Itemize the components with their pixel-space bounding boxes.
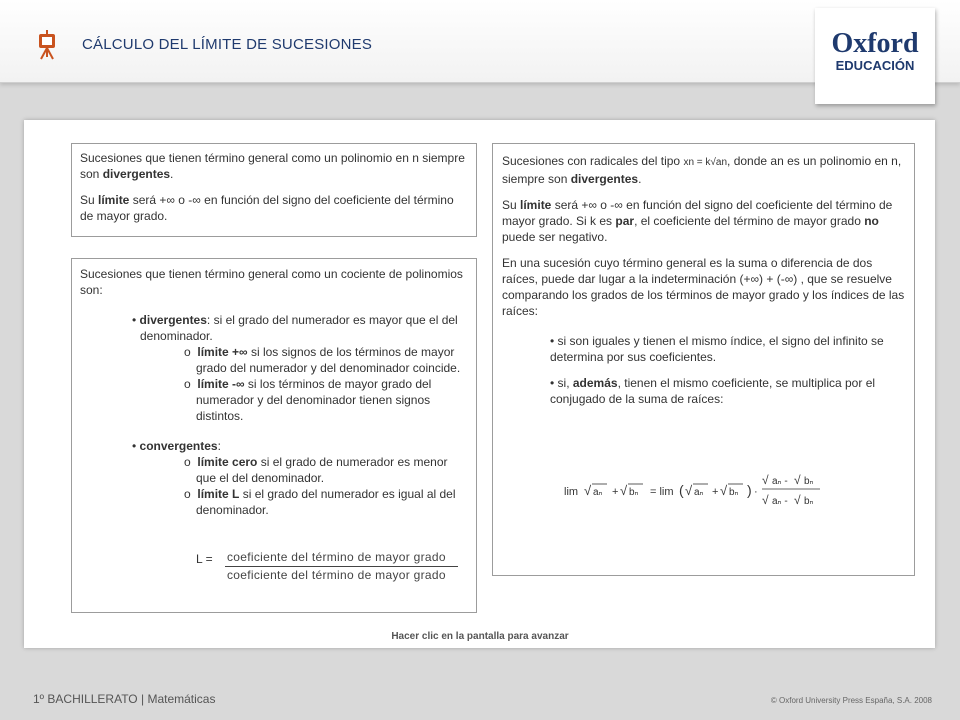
svg-text:√: √	[794, 493, 801, 507]
divergent-sub-plus: o límite +∞ si los signos de los términos de mayor grado del numerador y del denominador coincide.	[184, 345, 461, 375]
formula-denominator: coeficiente del término de mayor grado	[227, 568, 446, 582]
svg-text:bₙ: bₙ	[804, 496, 814, 507]
svg-text:aₙ -: aₙ -	[772, 496, 788, 507]
page-title: CÁLCULO DEL LÍMITE DE SUCESIONES	[82, 36, 373, 53]
svg-text:√: √	[762, 493, 769, 507]
radicals-text-3: En una sucesión cuyo término general es la suma o diferencia de dos raíces, puede dar lugar a la indeterminación (+∞) + (-∞) , que se resuelve comparando los grados de los términos de mayor grado y los índices de las raíces:	[502, 256, 905, 318]
quotient-intro: Sucesiones que tienen término general como un cociente de polinomios son:	[80, 267, 463, 297]
svg-text:√: √	[762, 473, 769, 487]
logo-brand: Oxford	[831, 28, 919, 59]
svg-text:lim: lim	[564, 486, 579, 498]
svg-text:√: √	[584, 483, 592, 498]
formula-L-label: L =	[196, 552, 213, 566]
radicals-text-2: Su límite será +∞ o -∞ en función del signo del coeficiente del término de mayor grado. Si k es par, el coeficiente del término de mayor grado no puede ser negativo.	[502, 198, 893, 244]
advance-hint[interactable]: Hacer clic en la pantalla para avanzar	[391, 631, 569, 642]
oxford-logo	[815, 8, 935, 104]
radical-formula-inline: xn = k√an	[683, 157, 728, 168]
svg-text:√: √	[620, 483, 628, 498]
svg-text:aₙ -: aₙ -	[772, 476, 788, 487]
radicals-box	[492, 143, 915, 576]
svg-text:bₙ: bₙ	[629, 487, 639, 498]
svg-text:·: ·	[754, 486, 758, 498]
svg-text:bₙ: bₙ	[804, 476, 814, 487]
svg-text:√: √	[794, 473, 801, 487]
svg-text:√: √	[685, 483, 693, 498]
svg-text:+: +	[712, 486, 719, 498]
svg-text:+: +	[612, 486, 619, 498]
svg-text:= lim: = lim	[650, 486, 674, 498]
convergent-sub-L: o límite L si el grado del numerador es igual al del denominador.	[184, 487, 456, 517]
fraction-bar	[225, 566, 458, 567]
svg-text:bₙ: bₙ	[729, 487, 739, 498]
logo-sub: EDUCACIÓN	[835, 58, 915, 73]
radicals-text-1: Sucesiones con radicales del tipo xn = k√an, donde an es un polinomio en n, siempre son divergentes.	[502, 154, 902, 186]
convergent-sub-zero: o límite cero si el grado de numerador es menor que el del denominador.	[184, 455, 448, 485]
svg-text:(: (	[679, 482, 684, 498]
radicals-bullet-2: • si, además, tienen el mismo coeficiente, se multiplica por el conjugado de la suma de raíces:	[550, 376, 876, 406]
svg-text:aₙ: aₙ	[593, 487, 603, 498]
polynomial-text-2: Su límite será +∞ o -∞ en función del signo del coeficiente del término de mayor grado.	[80, 193, 454, 223]
polynomial-box	[71, 143, 477, 237]
svg-text:): )	[747, 482, 752, 498]
presentation-board-icon	[36, 30, 58, 60]
radicals-bullet-1: • si son iguales y tienen el mismo índice, el signo del infinito se determina por sus coeficientes.	[550, 334, 884, 364]
svg-text:√: √	[720, 483, 728, 498]
footer-course: 1º BACHILLERATO | Matemáticas	[33, 692, 216, 706]
footer-copyright: © Oxford University Press España, S.A. 2008	[770, 696, 932, 705]
divergent-sub-minus: o límite -∞ si los términos de mayor grado del numerador y del denominador tienen signos distintos.	[184, 377, 432, 423]
formula-numerator: coeficiente del término de mayor grado	[227, 550, 446, 564]
svg-text:aₙ: aₙ	[694, 487, 704, 498]
conjugate-equation	[562, 470, 862, 510]
convergent-item: • convergentes:	[132, 439, 221, 453]
divergent-item: • divergentes: si el grado del numerador es mayor que el del denominador.	[132, 313, 458, 343]
polynomial-text-1: Sucesiones que tienen término general como un polinomio en n siempre son divergentes.	[80, 151, 465, 181]
